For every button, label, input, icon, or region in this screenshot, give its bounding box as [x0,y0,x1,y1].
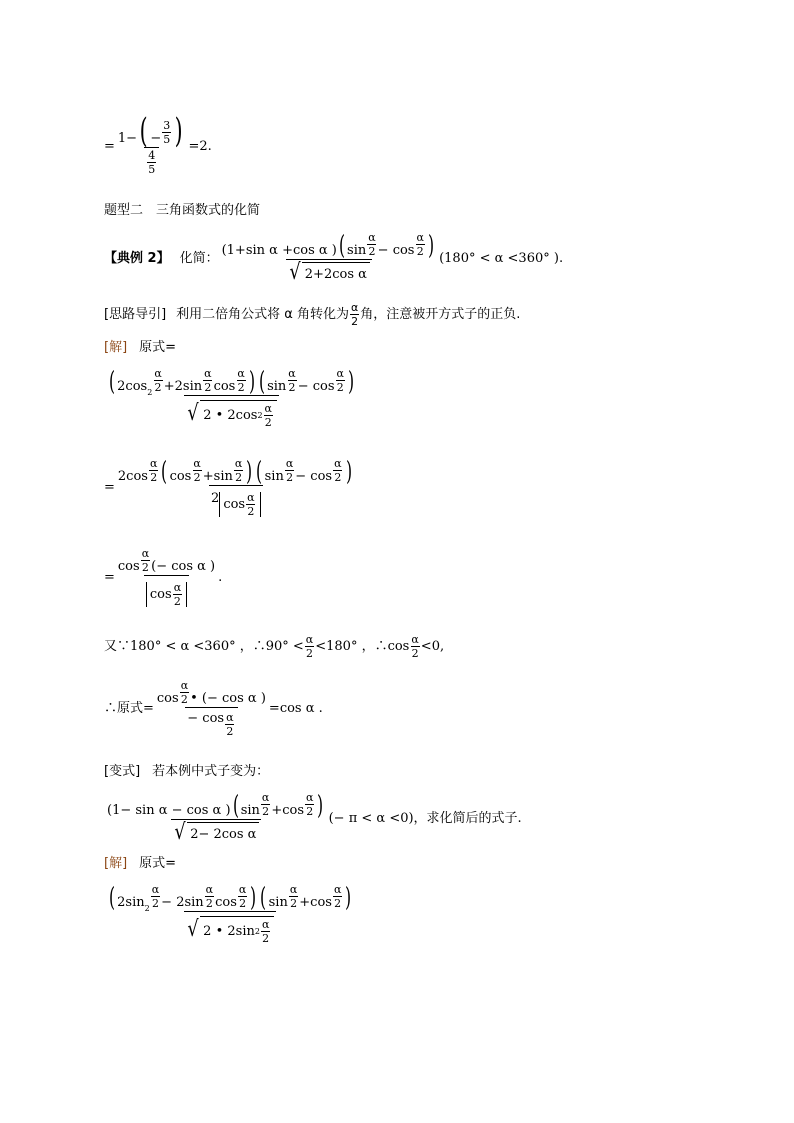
half-alpha [151,884,160,909]
half-alpha [287,368,296,393]
alpha: α [336,367,344,380]
minus-2sin: − 2sin [161,895,204,910]
absolute-value [219,492,260,517]
half-alpha [153,368,162,393]
half-alpha [261,792,270,817]
alpha: α [226,711,234,724]
solution-text: 原式= [139,856,177,871]
paren-open: ( [260,883,267,914]
half-alpha [333,884,342,909]
step-3 [104,548,222,607]
cos-text: cos [215,895,237,910]
two: 2 [141,561,149,574]
half-alpha-2 [415,232,424,257]
half-alpha [141,548,150,573]
neg-cos-alpha: (− cos α ) [151,559,216,574]
equals-sign: = [104,570,115,585]
paren-close: ) [427,231,435,262]
num-one: 1− [117,131,138,147]
two: 2 [264,416,272,429]
three-fifths [162,120,171,145]
alpha: α [205,883,214,896]
radical-sign: √ [187,917,199,942]
two: 2 [150,471,158,484]
cos-text: cos [149,587,172,602]
step-3-fraction [116,548,217,607]
hint-text-1: 利用二倍角公式将 α 角转化为 [176,307,349,322]
cos-text: cos [117,559,140,574]
equals-sign: = [104,480,115,495]
alpha: α [149,457,158,470]
simplify-prefix: 化简： [179,250,219,266]
two: 2 [205,897,213,910]
alpha: α [333,883,342,896]
step-4-fraction: ( 2sin 2 $\frac{\alpha}{2}$ − 2sin $\frac{\alpha}{2}$ cos $\frac{\alpha}{2}$ ) ( sin $\frac{\alpha}{2}$ +cos $\frac{\alpha}{2}$ ) √ 2 • 2sin 2 $\frac{\alpha}{2}$ [109,883,352,945]
sin-text: sin [240,803,260,818]
alpha: α [351,301,359,314]
condition-text-1: 又∵180° < α <360° ，∴90° < [104,639,304,654]
alpha: α [238,883,247,896]
two: 2 [151,897,159,910]
half-alpha [264,403,273,428]
section-title [104,204,260,217]
alpha: α [334,457,342,470]
two: 2 [351,315,359,328]
den-text: 2 • 2cos [203,408,258,423]
num-three: 3 [163,119,171,133]
cos-text: cos [213,379,236,394]
half-alpha [285,458,294,483]
paren-close: ) [345,883,352,914]
conclusion-result: =cos α . [268,701,323,716]
step-1 [104,368,359,428]
half-alpha [289,884,298,909]
solution-text: 原式= [139,340,177,355]
two: 2 [237,381,245,394]
half-alpha [203,368,212,393]
two: 2 [173,595,181,608]
variant-label: [变式] [104,764,141,779]
half-alpha [225,712,234,737]
paren-close: ) [246,457,253,488]
alpha: α [264,402,272,415]
alpha: α [151,883,160,896]
paren-open: ( [232,791,239,822]
minus-cos: − cos [297,379,335,394]
paren-close: ) [248,367,255,398]
two: 2 [306,647,314,660]
alpha: α [411,633,419,646]
variant-line [104,765,269,778]
paren-open: ( [109,883,116,914]
solution-label: [解] [104,856,128,871]
cos-text: cos [156,691,179,706]
conclusion-prefix: ∴原式= [104,701,154,716]
equals-sign: = [104,139,115,155]
den-two: 2 [211,491,220,506]
paren-close: ) [174,111,183,151]
sqrt [186,400,277,428]
neg-cos: − cos [187,711,225,726]
two: 2 [336,381,344,394]
absolute-value [146,582,187,607]
two: 2 [204,381,212,394]
half-alpha [238,884,247,909]
sin-text: sin [267,379,287,394]
alpha: α [234,457,243,470]
alpha: α [173,581,182,594]
radicand: 2+2cos α [302,262,370,284]
step-1-fraction: ( 2cos 2 $\frac{\alpha}{2}$ +2sin $\frac{\alpha}{2}$ cos $\frac{\alpha}{2}$ ) ( sin $\frac{\alpha}{2}$ − cos $\frac{\alpha}{2}$ ) √ 2 • 2cos 2 $\frac{\alpha}{2}$ [109,367,355,429]
hint-half-alpha [350,302,359,327]
two: 2 [290,897,298,910]
num-start: (1− sin α − cos α ) [107,803,231,818]
two: 2 [239,897,247,910]
alpha: α [204,367,212,380]
paren-close: ) [348,367,355,398]
equation-line-1 [104,111,212,177]
alpha: α [368,231,376,244]
solution-1-line [104,341,176,354]
half-alpha [173,582,182,607]
half-alpha [336,368,345,393]
hint-text-2: 角，注意被开方式子的正负. [360,307,521,322]
condition-line [104,634,444,659]
alpha: α [237,367,245,380]
half-alpha [149,458,158,483]
condition-text-3: <0, [420,639,445,654]
conclusion-line [104,680,323,737]
alpha: α [141,547,150,560]
alpha: α [154,367,162,380]
period: . [218,570,223,585]
radicand: 2 • 2sin 2 $\frac{\alpha}{2}$ [200,916,274,944]
two: 2 [334,897,342,910]
alpha: α [247,491,255,504]
example-fraction [220,232,438,284]
example-label: 【典例 2】 [104,250,170,266]
step-2-fraction [116,458,356,517]
half-alpha [236,368,245,393]
two: 2 [334,471,342,484]
radicand: 2 • 2cos 2 $\frac{\alpha}{2}$ [200,400,277,428]
plus-sin: +sin [202,469,233,484]
half-alpha [180,680,189,705]
two: 2 [235,471,243,484]
num-five: 5 [163,133,171,147]
main-fraction [116,111,188,177]
cos-text: cos [223,497,246,512]
den-five: 5 [148,163,156,177]
minus-cos: − cos [377,243,415,258]
paren-open: ( [109,367,116,398]
variant-text: 若本例中式子变为： [152,764,270,779]
two: 2 [368,245,376,258]
result: =2. [188,139,212,155]
radical-sign: √ [289,260,301,285]
half-alpha [205,884,214,909]
paren-close: ) [317,791,324,822]
radical-sign: √ [174,820,186,845]
two: 2 [288,381,296,394]
paren-close: ) [345,457,352,488]
half-alpha [261,919,270,944]
paren-open: ( [338,231,345,262]
paren-open: ( [139,111,148,151]
variant-expression [104,792,522,844]
alpha: α [288,367,296,380]
alpha: α [193,457,201,470]
den-four: 4 [148,149,156,163]
two: 2 [416,245,424,258]
two: 2 [411,647,419,660]
half-alpha [333,458,342,483]
alpha: α [306,791,314,804]
times-neg-cos: • (− cos α ) [190,691,266,706]
sin-text: sin [347,243,367,258]
two: 2 [180,693,188,706]
conclusion-fraction [155,680,268,737]
plus-cos: +cos [299,895,332,910]
variant-range: (− π < α <0)，求化简后的式子. [328,810,522,826]
four-fifths [147,150,156,175]
sin-text: sin [268,895,288,910]
alpha: α [305,633,314,646]
two: 2 [193,471,201,484]
two: 2 [226,725,234,738]
section-title-text: 题型二 三角函数式的化简 [104,203,261,218]
plus-cos: +cos [271,803,305,818]
range: (180° < α <360° ). [439,250,564,266]
two-cos: 2cos [117,469,148,484]
two: 2 [306,805,314,818]
sqrt [186,916,274,944]
alpha: α [416,231,424,244]
alpha: α [180,679,189,692]
half-alpha [410,634,419,659]
two: 2 [262,805,270,818]
alpha: α [261,791,270,804]
sqrt [288,262,370,284]
step-4 [104,884,357,944]
half-alpha-1 [367,232,376,257]
half-alpha [192,458,201,483]
hint-label: [思路导引] [104,307,167,322]
cos-text: 2cos [117,379,148,394]
half-alpha [246,492,255,517]
sqrt [173,822,259,844]
radicand: 2− 2cos α [187,822,259,844]
two: 2 [262,932,270,945]
num-neg: − [150,131,162,147]
two: 2 [286,471,294,484]
alpha: α [285,457,294,470]
minus-cos: − cos [295,469,333,484]
example-2 [104,232,563,284]
solution-2-line [104,857,176,870]
half-alpha [234,458,243,483]
cos-text: cos [169,469,192,484]
plus-2sin: +2sin [163,379,203,394]
half-alpha [305,634,314,659]
alpha: α [289,883,298,896]
paren-open: ( [258,367,266,398]
paren-close: ) [250,883,257,914]
step-2 [104,458,357,517]
sin-text: sin [264,469,284,484]
paren-open: ( [256,457,263,488]
den-text: 2 • 2sin [203,924,255,939]
two: 2 [154,381,162,394]
radical-sign: √ [187,401,199,426]
paren-open: ( [161,457,168,488]
two: 2 [247,505,255,518]
half-alpha [305,792,314,817]
variant-fraction [105,792,328,844]
hint-line [104,302,520,327]
condition-text-2: <180° ，∴cos [315,639,410,654]
solution-label: [解] [104,340,128,355]
sin-text: 2sin [117,895,145,910]
alpha: α [261,918,270,931]
num-start: (1+sin α +cos α ) [221,243,337,258]
